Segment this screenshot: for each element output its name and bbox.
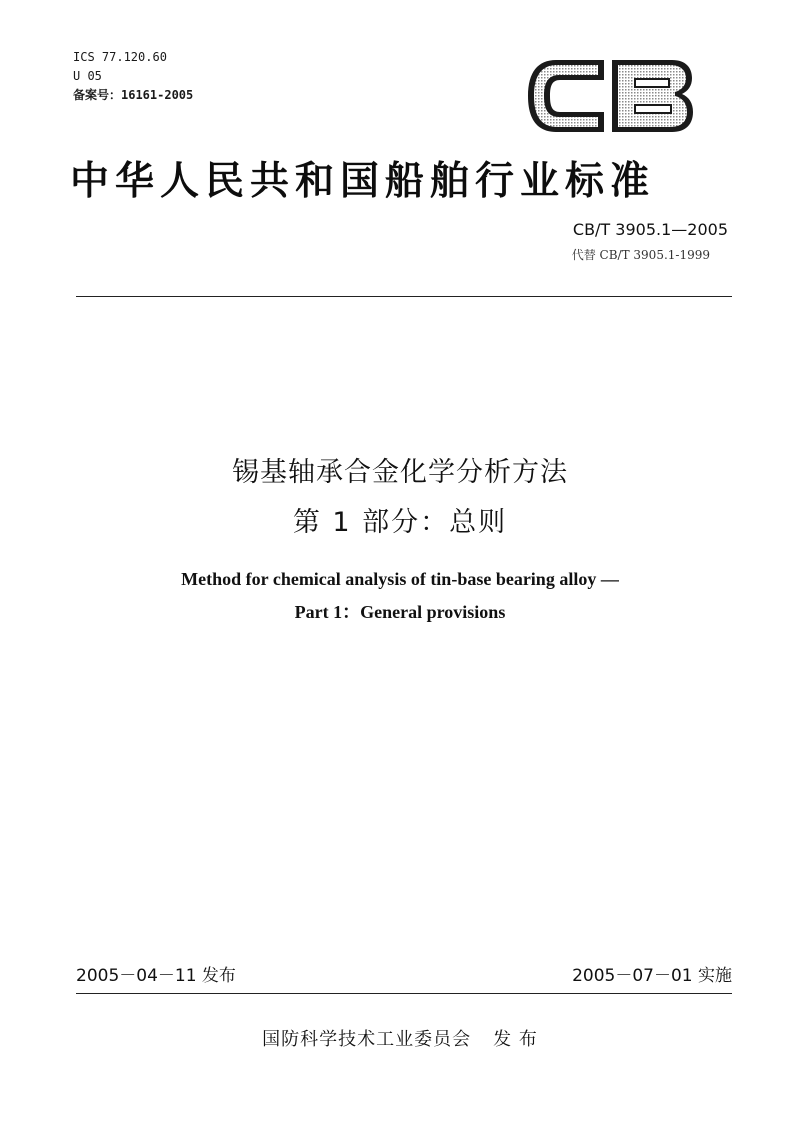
- chinese-title-line-2: 第 1 部分：总则: [292, 507, 508, 538]
- standard-number: CB/T 3905.1—2005: [572, 220, 728, 239]
- cb-logo: [526, 56, 694, 136]
- english-title-line-2: Part 1：General provisions: [294, 602, 506, 622]
- publisher-action: 发 布: [493, 1029, 538, 1050]
- publisher-line: [0, 1025, 800, 1051]
- classification-block: [73, 48, 193, 105]
- class-code: U 05: [73, 69, 102, 83]
- bottom-divider: [76, 993, 732, 994]
- top-divider: [76, 296, 732, 297]
- implementation-date: 2005－07－01 实施: [572, 966, 732, 986]
- publisher-name: 国防科学技术工业委员会: [262, 1029, 472, 1050]
- english-title-line-1: Method for chemical analysis of tin-base bearing alloy —: [181, 569, 619, 589]
- record-number: 备案号：16161-2005: [73, 88, 194, 102]
- replaces-standard: 代替 CB/T 3905.1-1999: [571, 248, 710, 262]
- chinese-title-line-1: 锡基轴承合金化学分析方法: [232, 457, 568, 488]
- issue-date: 2005－04－11 发布: [76, 966, 236, 986]
- ics-code: ICS 77.120.60: [73, 50, 167, 64]
- standard-category-title: 中华人民共和国船舶行业标准: [70, 159, 656, 204]
